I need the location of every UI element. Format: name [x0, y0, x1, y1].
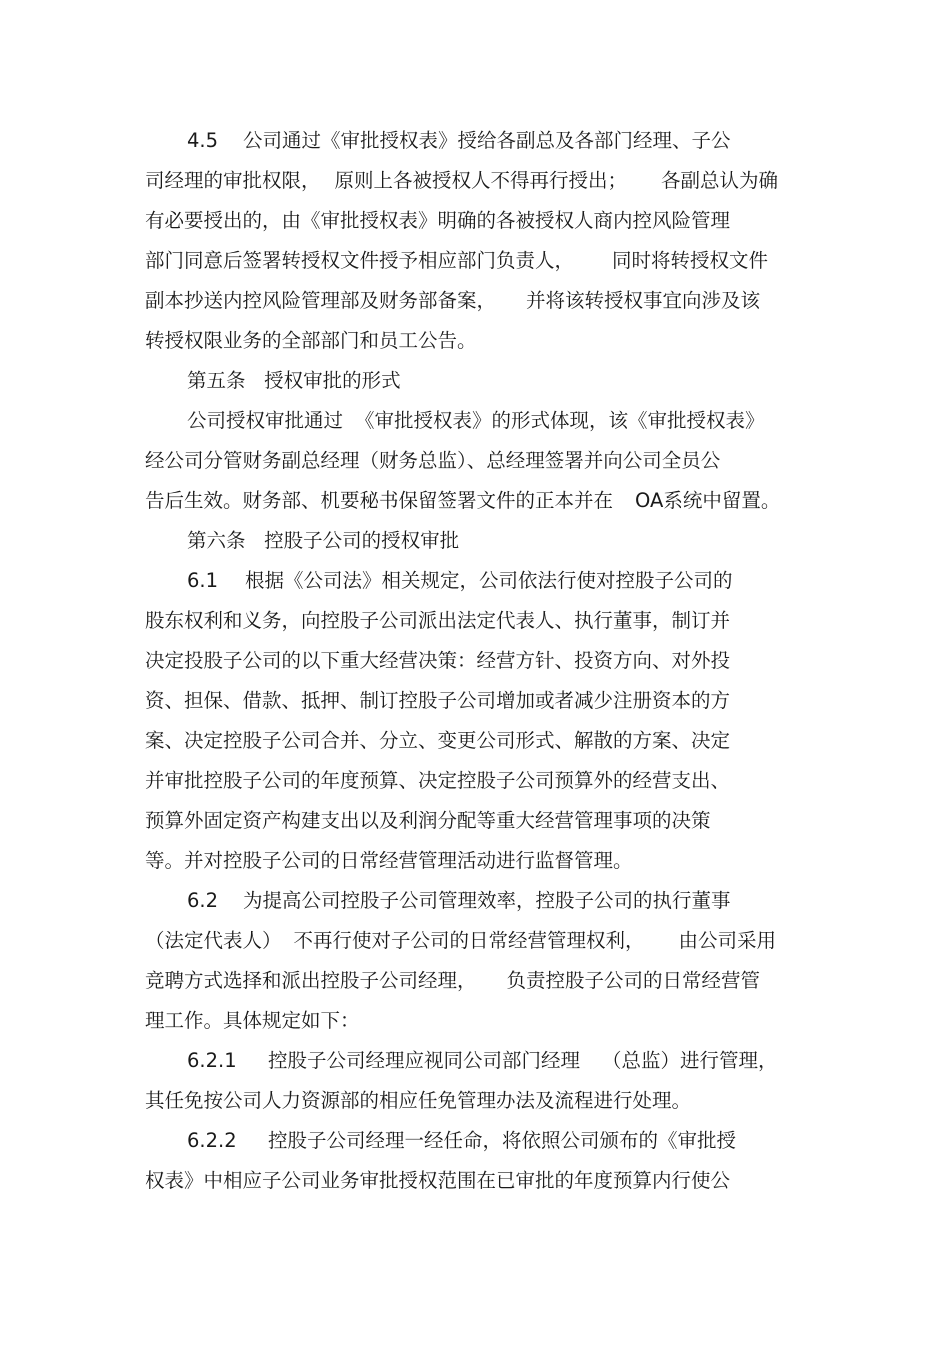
paragraph-4-5-line-4: 部门同意后签署转授权文件授予相应部门负责人， 同时将转授权文件 — [145, 249, 769, 272]
paragraph-6-1-line-6: 并审批控股子公司的年度预算、决定控股子公司预算外的经营支出、 — [145, 769, 731, 792]
paragraph-6-2-line-4: 理工作。具体规定如下： — [145, 1009, 360, 1032]
paragraph-6-2-1-line-1: 6.2.1 控股子公司经理应视同公司部门经理 （总监）进行管理， — [187, 1047, 778, 1075]
article-5-line-2: 经公司分管财务副总经理（财务总监）、总经理签署并向公司全员公 — [145, 449, 721, 472]
paragraph-4-5-line-2: 司经理的审批权限， 原则上各被授权人不得再行授出； 各副总认为确 — [145, 169, 779, 192]
paragraph-6-2-line-1: 6.2 为提高公司控股子公司管理效率，控股子公司的执行董事 — [187, 887, 731, 915]
paragraph-6-1-line-7: 预算外固定资产构建支出以及利润分配等重大经营管理事项的决策 — [145, 809, 711, 832]
paragraph-4-5-line-6: 转授权限业务的全部部门和员工公告。 — [145, 329, 477, 352]
paragraph-6-2-1-line-2: 其任免按公司人力资源部的相应任免管理办法及流程进行处理。 — [145, 1089, 692, 1112]
article-6-heading: 第六条 控股子公司的授权审批 — [187, 529, 460, 552]
paragraph-6-2-line-2: （法定代表人） 不再行使对子公司的日常经营管理权利， 由公司采用 — [145, 929, 777, 952]
clause-number: 6.1 — [187, 569, 219, 592]
paragraph-6-1-line-8: 等。并对控股子公司的日常经营管理活动进行监督管理。 — [145, 849, 633, 872]
paragraph-6-1-line-3: 决定投股子公司的以下重大经营决策：经营方针、投资方向、对外投 — [145, 649, 731, 672]
paragraph-6-1-line-1: 6.1 根据《公司法》相关规定，公司依法行使对控股子公司的 — [187, 567, 733, 595]
article-5-heading: 第五条 授权审批的形式 — [187, 369, 401, 392]
paragraph-6-1-line-4: 资、担保、借款、抵押、制订控股子公司增加或者减少注册资本的方 — [145, 689, 731, 712]
paragraph-6-2-2-line-1: 6.2.2 控股子公司经理一经任命，将依照公司颁布的《审批授 — [187, 1127, 736, 1155]
article-5-line-3: 告后生效。财务部、机要秘书保留签署文件的正本并在 OA系统中留置。 — [145, 489, 781, 512]
paragraph-4-5-line-5: 副本抄送内控风险管理部及财务部备案， 并将该转授权事宜向涉及该 — [145, 289, 761, 312]
paragraph-6-2-line-3: 竞聘方式选择和派出控股子公司经理， 负责控股子公司的日常经营管 — [145, 969, 761, 992]
clause-number: 4.5 — [187, 129, 219, 152]
article-5-line-1: 公司授权审批通过 《审批授权表》的形式体现，该《审批授权表》 — [187, 409, 765, 432]
clause-number: 6.2.1 — [187, 1049, 237, 1072]
clause-number: 6.2 — [187, 889, 219, 912]
paragraph-4-5-line-1: 4.5 公司通过《审批授权表》授给各副总及各部门经理、子公 — [187, 127, 731, 155]
paragraph-6-2-2-line-2: 权表》中相应子公司业务审批授权范围在已审批的年度预算内行使公 — [145, 1169, 731, 1192]
paragraph-6-1-line-2: 股东权利和义务，向控股子公司派出法定代表人、执行董事，制订并 — [145, 609, 731, 632]
paragraph-6-1-line-5: 案、决定控股子公司合并、分立、变更公司形式、解散的方案、决定 — [145, 729, 731, 752]
clause-number: 6.2.2 — [187, 1129, 237, 1152]
paragraph-4-5-line-3: 有必要授出的，由《审批授权表》明确的各被授权人商内控风险管理 — [145, 209, 731, 232]
